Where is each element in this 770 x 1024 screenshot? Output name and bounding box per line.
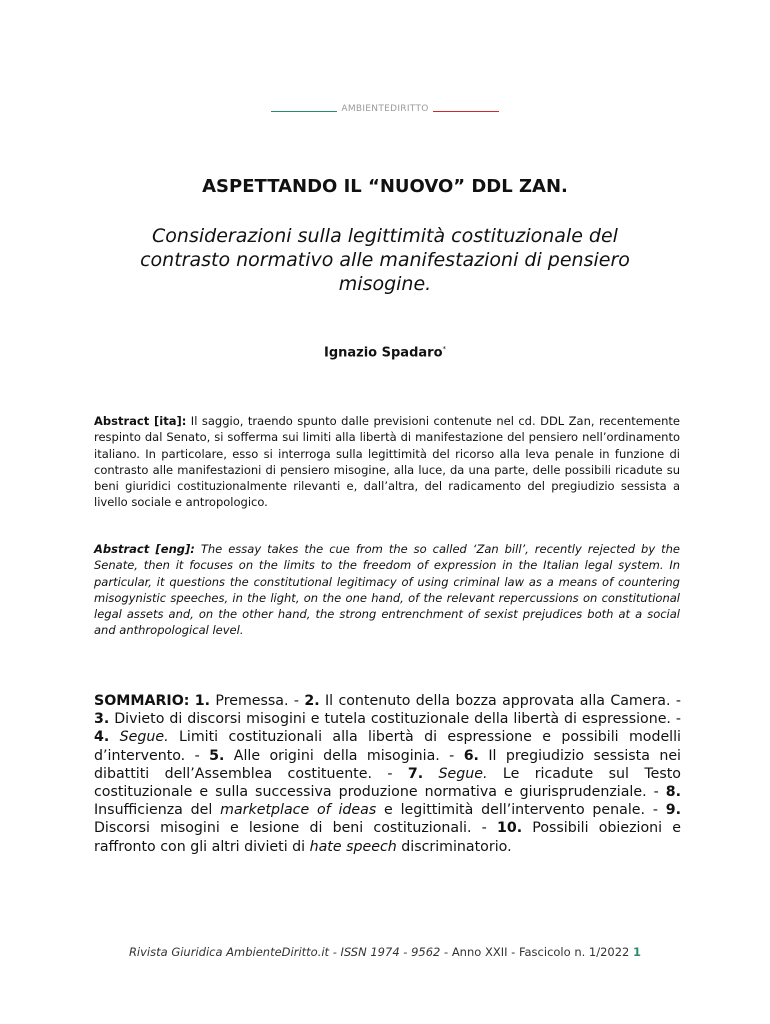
toc-text: discriminatorio.	[396, 838, 512, 855]
journal-header	[0, 104, 770, 114]
toc-text: Insufficienza del	[94, 802, 221, 819]
abstract-eng-text: The essay takes the cue from the so called ‘Zan bill’, recently rejected by the Senate, then it focuses on the limits to the freedom of expression in the Italian legal system. In particular, it questions the constitutional legitimacy of using criminal law as a means of countering misogynistic speeches, in the light, on the one hand, of the relevant repercussions on constitutional legal assets and, on the other hand, the strong entrenchment of sexist prejudices both at a social and anthropological level.	[94, 542, 680, 638]
footer-journal: Rivista Giuridica AmbienteDiritto.it - ISSN 1974 - 9562	[128, 945, 441, 959]
page-subtitle: Considerazioni sulla legittimità costituzionale del contrasto normativo alle manifestazioni di pensiero misogine.	[140, 225, 630, 295]
sommario-label: SOMMARIO:	[94, 693, 190, 709]
toc-num: 9.	[665, 802, 682, 819]
toc-text: Limiti costituzionali alla libertà di espressione e possibili modelli d’intervento. -	[94, 729, 682, 764]
toc-num: 10.	[496, 820, 523, 837]
toc-text: Le ricadute sul Testo costituzionale e sulla successiva produzione normativa e giurisprudenziale. -	[94, 765, 681, 801]
toc-italic: marketplace of ideas	[220, 802, 377, 819]
abstract-ita	[94, 413, 680, 511]
toc-italic: Segue.	[438, 765, 488, 782]
toc-text: Discorsi misogini e lesione di beni costituzionali. -	[94, 820, 497, 837]
toc-num: 4.	[94, 729, 110, 746]
author-footnote-mark: *	[442, 345, 446, 353]
abstract-eng	[94, 541, 680, 639]
header-label: AMBIENTEDIRITTO	[341, 104, 429, 114]
toc-num: 8.	[665, 784, 681, 801]
toc-text: Divieto di discorsi misogini e tutela costituzionale della libertà di espressione. -	[109, 711, 681, 728]
page-number: 1	[633, 945, 642, 959]
toc-text: Alle origini della misoginia. -	[224, 747, 464, 764]
abstract-eng-label: Abstract [eng]:	[94, 542, 195, 556]
header-rule-red	[433, 111, 499, 112]
toc-text: Il pregiudizio sessista nei dibattiti dell’Assemblea costituente. -	[94, 747, 681, 782]
toc-italic: hate speech	[309, 838, 397, 855]
toc-text: Premessa. -	[210, 693, 305, 709]
toc-num: 2.	[304, 693, 320, 709]
toc-text: Il contenuto della bozza approvata alla Camera. -	[319, 693, 681, 709]
page-footer	[0, 945, 770, 959]
toc-num: 6.	[463, 747, 479, 764]
toc-num: 5.	[209, 747, 225, 764]
toc-text: e legittimità dell’intervento penale. -	[376, 802, 666, 819]
author	[0, 345, 770, 360]
abstract-ita-label: Abstract [ita]:	[94, 414, 187, 428]
table-of-contents	[94, 692, 681, 856]
toc-num: 3.	[94, 711, 110, 728]
toc-italic: Segue.	[119, 729, 169, 746]
toc-num: 1.	[194, 693, 211, 709]
page-title: ASPETTANDO IL “NUOVO” DDL ZAN.	[202, 176, 568, 197]
toc-text: Possibili obiezioni e raffronto con gli altri divieti di	[94, 820, 681, 855]
footer-issue: - Anno XXII - Fascicolo n. 1/2022	[440, 945, 634, 959]
author-name: Ignazio Spadaro	[323, 345, 443, 361]
header-rule-green	[271, 111, 337, 112]
abstract-ita-text: Il saggio, traendo spunto dalle previsioni contenute nel cd. DDL Zan, recentemente respinto dal Senato, si sofferma sui limiti alla libertà di manifestazione del pensiero nell’ordinamento italiano. In particolare, esso si interroga sulla legittimità del ricorso alla leva penale in funzione di contrasto alle manifestazioni di pensiero misogine, alla luce, da una parte, delle possibili ricadute su beni giuridici costituzionalmente rilevanti e, dall’altra, del radicamento del pregiudizio sessista a livello sociale e antropologico.	[94, 414, 680, 510]
toc-num: 7.	[407, 765, 424, 782]
